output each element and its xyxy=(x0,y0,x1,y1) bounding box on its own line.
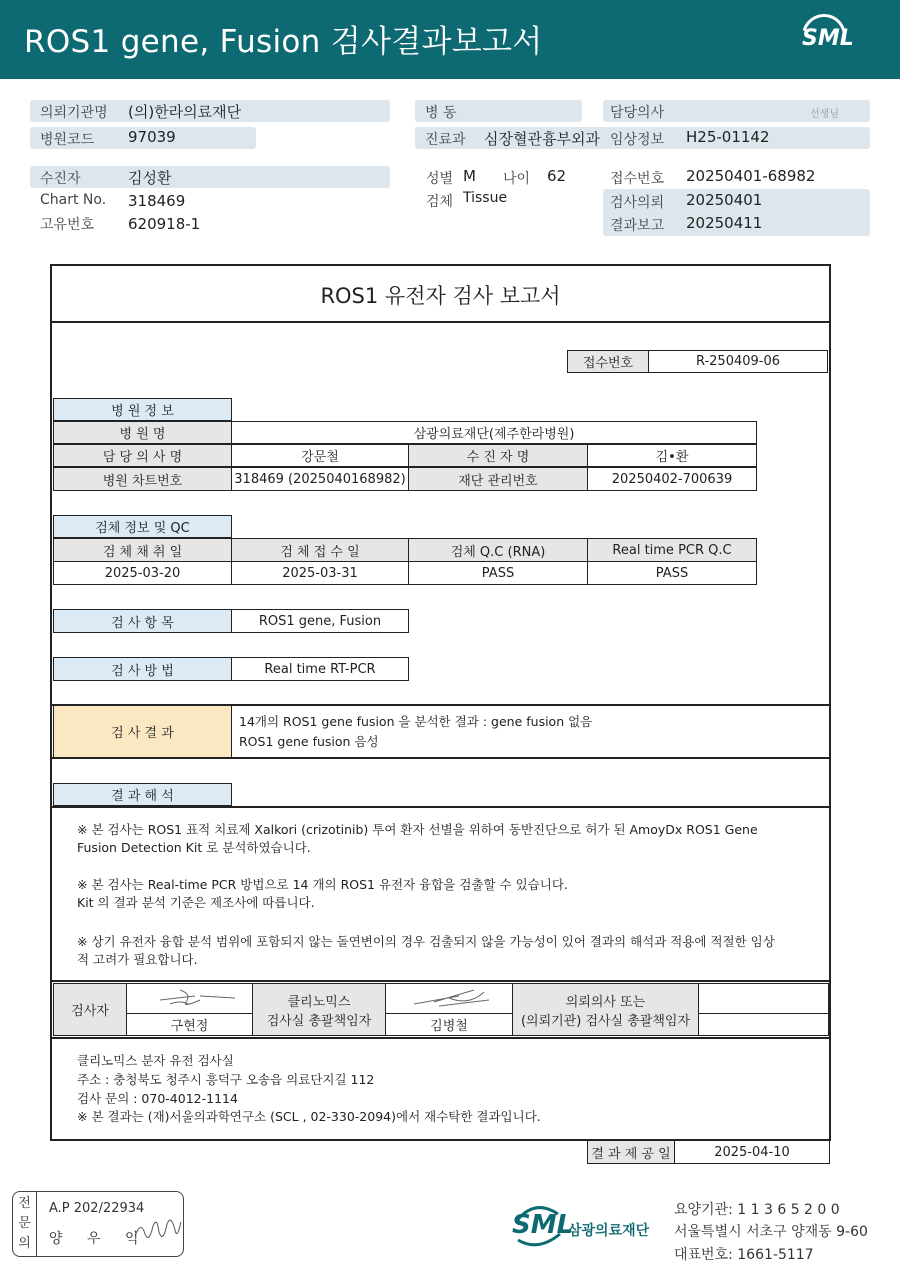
interp-3b: 적 고려가 필요합니다. xyxy=(77,952,198,967)
corp-logo xyxy=(510,1200,666,1256)
pathologist-signature xyxy=(131,1210,183,1250)
lab-head-signature xyxy=(399,986,499,1012)
qc-pcr-value: PASS xyxy=(587,561,757,585)
mgmt-no-label: 재단 관리번호 xyxy=(408,467,588,491)
interp-3a: ※ 상기 유전자 융합 분석 범위에 포함되지 않는 돌연변이의 경우 검출되지 않을 가능성이 있어 결과의 해석과 적용에 적절한 임상 xyxy=(77,934,775,949)
accession-label: 접수번호 xyxy=(610,171,665,187)
stamp-side-label: 전 문 의 xyxy=(13,1192,37,1256)
report-label: 결과보고 xyxy=(610,218,665,234)
test-method-label: 검 사 방 법 xyxy=(53,657,232,681)
test-method-value: Real time RT-PCR xyxy=(231,657,409,681)
reception-label: 접수번호 xyxy=(567,350,649,373)
lab-head-label-line1: 클리노믹스 xyxy=(287,994,351,1010)
test-item-label: 검 사 항 목 xyxy=(53,609,232,633)
chart-label: Chart No. xyxy=(40,192,107,208)
sex-label: 성별 xyxy=(426,171,454,187)
request-label: 검사의뢰 xyxy=(610,195,665,211)
uid-value: 620918-1 xyxy=(128,215,201,233)
hospital-name-value: 삼광의료재단(제주한라병원) xyxy=(231,421,757,444)
sign-bottom-line xyxy=(52,1037,829,1039)
interp-label: 결 과 해 석 xyxy=(53,783,232,806)
result-label: 검 사 결 과 xyxy=(53,706,232,757)
provide-date-value: 2025-04-10 xyxy=(674,1140,830,1164)
chart-no-label: 병원 차트번호 xyxy=(53,467,232,491)
lab-contact: 검사 문의 : 070-4012-1114 xyxy=(77,1091,238,1106)
patient-name-label: 수 진 자 명 xyxy=(408,444,588,467)
age-value: 62 xyxy=(547,167,567,185)
lab-head-label xyxy=(252,983,386,1036)
uid-label: 고유번호 xyxy=(40,217,95,233)
sign-top-line xyxy=(52,980,829,982)
mgmt-no-value: 20250402-700639 xyxy=(587,467,757,491)
qc-rna-value: PASS xyxy=(408,561,588,585)
collect-date-value: 2025-03-20 xyxy=(53,561,232,585)
req-head-name xyxy=(698,1013,829,1036)
page-title: ROS1 gene, Fusion 검사결과보고서 xyxy=(24,24,543,60)
chart-no-value: 318469 (2025040168982) xyxy=(231,467,409,491)
patient-name-value: 김•환 xyxy=(587,444,757,467)
result-line-1: 14개의 ROS1 gene fusion 을 분석한 결과 : gene fusion 없음 xyxy=(239,714,593,729)
interp-2b: Kit 의 결과 분석 기준은 제조사에 따릅니다. xyxy=(77,895,315,910)
lab-head-label-line2: 검사실 총괄책임자 xyxy=(266,1013,372,1029)
lab-name: 클리노믹스 분자 유전 검사실 xyxy=(77,1053,234,1068)
sex-value: M xyxy=(463,167,476,185)
req-head-label xyxy=(512,983,699,1036)
corp-name: 삼광의료재단 xyxy=(568,1223,650,1239)
lab-head-name: 김병철 xyxy=(385,1013,513,1036)
tester-signature xyxy=(140,986,240,1012)
tester-signature-box xyxy=(126,983,253,1014)
name-value: 김성환 xyxy=(128,169,172,187)
qc-pcr-label: Real time PCR Q.C xyxy=(587,538,757,562)
req-head-label-line2: (의뢰기관) 검사실 총괄책임자 xyxy=(520,1013,691,1029)
req-org-label: 의뢰기관명 xyxy=(40,105,108,121)
request-value: 20250401 xyxy=(686,191,763,209)
req-head-label-line1: 의뢰의사 또는 xyxy=(565,994,646,1010)
name-bar xyxy=(30,166,390,188)
chart-value: 318469 xyxy=(128,192,186,210)
lab-head-signature-box xyxy=(385,983,513,1014)
corp-logo-text: SML xyxy=(512,1210,574,1240)
title-divider xyxy=(50,321,831,323)
hosp-code-label: 병원코드 xyxy=(40,132,95,148)
test-item-value: ROS1 gene, Fusion xyxy=(231,609,409,633)
hosp-code-value: 97039 xyxy=(128,128,176,146)
doctor-name-value: 강문철 xyxy=(231,444,409,467)
doctor-label: 담당의사 xyxy=(610,105,665,121)
specimen-section-label: 검체 정보 및 QC xyxy=(53,515,232,538)
result-bottom-line xyxy=(52,757,829,759)
interp-top-line xyxy=(52,806,829,808)
age-label: 나이 xyxy=(503,171,531,187)
dept-label: 진료과 xyxy=(425,132,466,148)
specimen-value: Tissue xyxy=(463,190,508,206)
result-divider xyxy=(231,705,232,757)
corp-address: 서울특별시 서초구 양재동 9-60 xyxy=(674,1224,868,1240)
clinical-label: 임상정보 xyxy=(610,132,665,148)
receive-date-value: 2025-03-31 xyxy=(231,561,409,585)
sml-logo: SML xyxy=(796,12,856,68)
dept-value: 심장혈관흉부외과 xyxy=(484,130,600,148)
qc-rna-label: 검체 Q.C (RNA) xyxy=(408,538,588,562)
interp-1b: Fusion Detection Kit 로 분석하였습니다. xyxy=(77,840,311,855)
specimen-label: 검체 xyxy=(426,194,454,210)
collect-date-label: 검 체 채 취 일 xyxy=(53,538,232,562)
result-line-2: ROS1 gene fusion 음성 xyxy=(239,734,379,749)
provide-date-label: 결 과 제 공 일 xyxy=(587,1140,675,1164)
receive-date-label: 검 체 접 수 일 xyxy=(231,538,409,562)
name-label: 수진자 xyxy=(40,171,81,187)
page-header xyxy=(0,0,900,79)
pathologist-stamp xyxy=(12,1191,184,1257)
req-org-value: (의)한라의료재단 xyxy=(128,103,242,121)
corp-code: 요양기관: 1 1 3 6 5 2 0 0 xyxy=(674,1202,840,1218)
hospital-name-label: 병 원 명 xyxy=(53,421,232,444)
report-title: ROS1 유전자 검사 보고서 xyxy=(320,284,561,308)
doctor-name-label: 담 당 의 사 명 xyxy=(53,444,232,467)
stamp-name: 양 우 익 xyxy=(49,1231,149,1247)
reception-value: R-250409-06 xyxy=(648,350,828,373)
doctor-suffix: 선생님 xyxy=(810,109,839,120)
corp-phone: 대표번호: 1661-5117 xyxy=(674,1247,814,1263)
clinical-value: H25-01142 xyxy=(686,128,770,146)
report-value: 20250411 xyxy=(686,214,763,232)
interp-2a: ※ 본 검사는 Real-time PCR 방법으로 14 개의 ROS1 유전자 융합을 검출할 수 있습니다. xyxy=(77,877,568,892)
lab-note: ※ 본 결과는 (재)서울의과학연구소 (SCL , 02-330-2094)에서 재수탁한 결과입니다. xyxy=(77,1109,541,1124)
accession-value: 20250401-68982 xyxy=(686,167,816,185)
tester-name: 구현정 xyxy=(126,1013,253,1036)
hospital-section-label: 병 원 정 보 xyxy=(53,398,232,421)
stamp-license: A.P 202/22934 xyxy=(49,1201,145,1216)
ward-label: 병 동 xyxy=(425,105,457,121)
tester-label: 검사자 xyxy=(53,983,127,1036)
interp-1a: ※ 본 검사는 ROS1 표적 치료제 Xalkori (crizotinib) 투여 환자 선별을 위하여 동반진단으로 허가 된 AmoyDx ROS1 Gene xyxy=(77,822,758,837)
lab-address: 주소 : 충청북도 청주시 흥덕구 오송읍 의료단지길 112 xyxy=(77,1072,375,1087)
req-head-signature-box xyxy=(698,983,829,1014)
